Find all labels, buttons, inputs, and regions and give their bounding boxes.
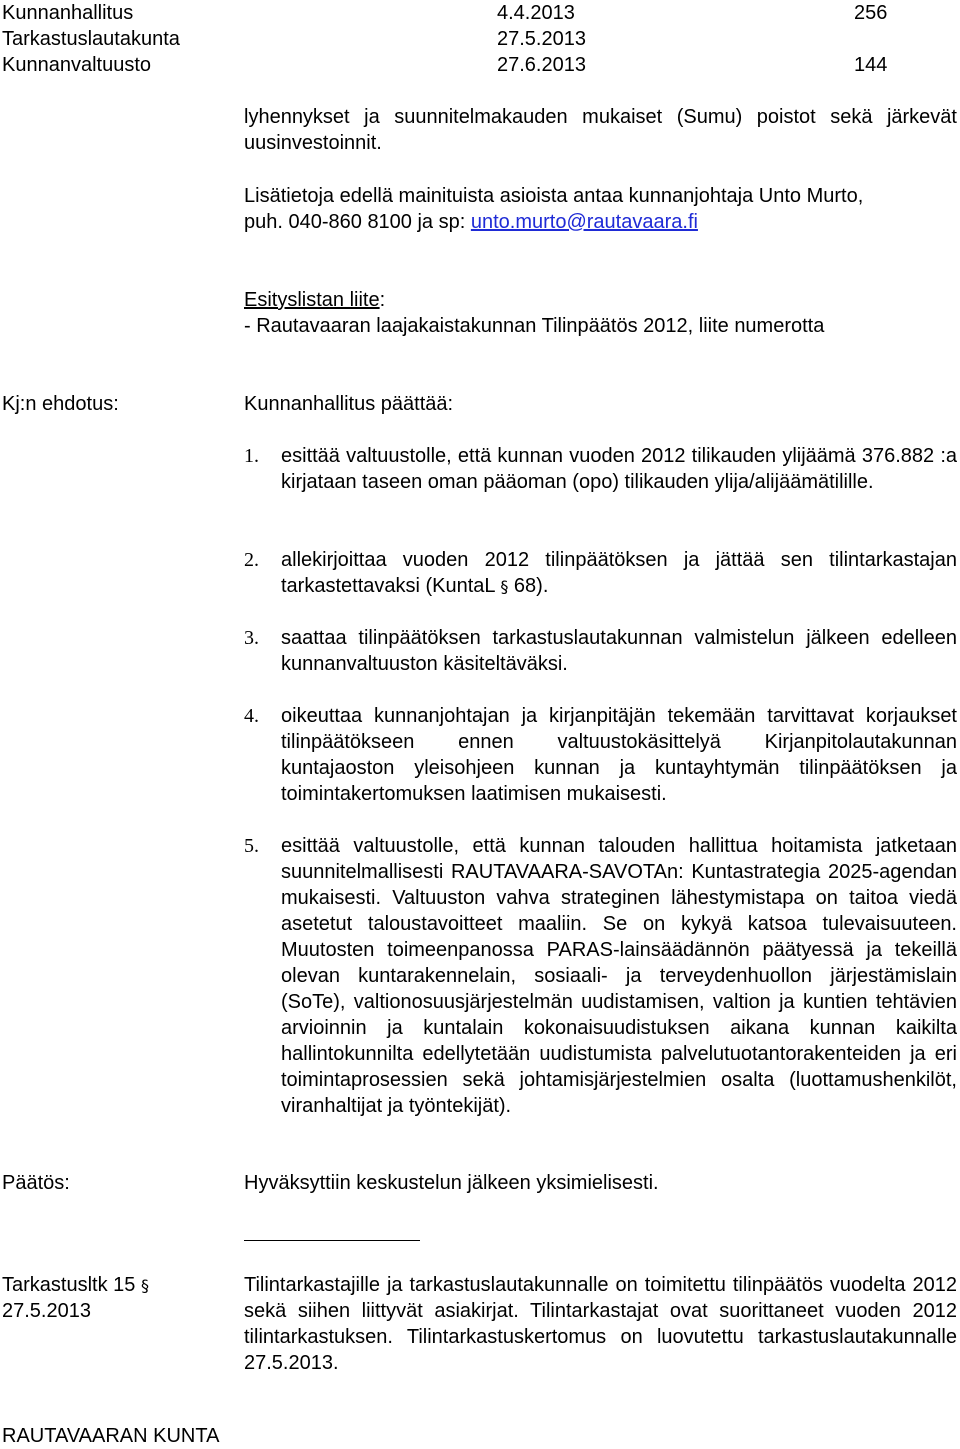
intro-paragraph: lyhennykset ja suunnitelmakauden mukaiset (Sumu) poistot sekä järkevät uusinvestoinnit. [244,106,957,154]
header-number-1: 256 [854,2,888,24]
item-text-2-part1: allekirjoittaa vuoden 2012 tilinpäätöksen ja jättää sen tilintarkastajan tarkastettavaksi (KuntaL [281,549,957,597]
header-date-3: 27.6.2013 [497,54,586,76]
decision-label: Päätös: [2,1172,70,1194]
header-body-1: Kunnanhallitus [2,2,134,24]
proposal-label: Kj:n ehdotus: [2,393,119,415]
info-line-1: Lisätietoja edellä mainituista asioista antaa kunnanjohtaja Unto Murto, [244,185,864,207]
item-number-4: 4. [244,705,259,727]
item-number-5: 5. [244,835,259,857]
audit-date: 27.5.2013 [2,1300,91,1322]
attachments-title [244,287,385,313]
item-text-5: esittää valtuustolle, että kunnan talouden hallittua hoitamista jatketaan suunnitelmallisesti RAUTAVAARA-SAVOTAn: Kuntastrategia 2025-agendan mukaisesti. Valtuuston vahva strateginen lähestymistapa on taitoa viedä asetetut taloustavoitteet maaliin. Se on kykyä katsoa tulevaisuuteen. Muutosten toimeenpanossa PARAS-lainsäädännön päätyessä ja tekeillä olevan kuntarakennelain, sosiaali- ja terveydenhuollon järjestämislain (SoTe), valtionosuusjärjestelmän uudistamisen, valtion ja kuntien tehtävien arvioinnin ja kuntalain kokonaisuudistuksen aikana kunnan kaikilta hallintokunnilta edellytetään uudistumista palvelutuotantorakenteiden ja eri toimintaprosessien sekä johtamisjärjestelmien osalta (luottamushenkilöt, viranhaltijat ja työntekijät). [281,835,957,1117]
attachment-item: - Rautavaaran laajakaistakunnan Tilinpäätös 2012, liite numerotta [244,315,825,337]
audit-label [2,1272,149,1299]
proposal-heading: Kunnanhallitus päättää: [244,393,454,415]
section-sign: § [500,577,509,596]
header-date-1: 4.4.2013 [497,2,575,24]
item-text-3: saattaa tilinpäätöksen tarkastuslautakunnan valmistelun jälkeen edelleen kunnanvaltuuston käsiteltäväksi. [281,627,957,675]
audit-section-sign: § [140,1276,149,1295]
item-text-2 [281,547,957,600]
item-number-3: 3. [244,627,259,649]
section-divider [244,1240,420,1241]
decision-text: Hyväksyttiin keskustelun jälkeen yksimielisesti. [244,1172,659,1194]
info-line-2 [244,209,698,235]
info-phone-text: puh. 040-860 8100 ja sp: [244,211,471,233]
attachments-title-text: Esityslistan liite [244,289,380,311]
audit-label-text: Tarkastusltk 15 [2,1274,141,1296]
item-text-4: oikeuttaa kunnanjohtajan ja kirjanpitäjän tekemään tarvittavat korjaukset tilinpäätökseen ennen valtuustokäsittelyä Kirjanpitolautakunnan kuntajaoston yleisohjeen kunnan ja kuntayhtymän tilinpäätöksen ja toimintakertomuksen laatimisen mukaisesti. [281,705,957,805]
footer-org: RAUTAVAARAN KUNTA [2,1425,220,1447]
header-date-2: 27.5.2013 [497,28,586,50]
item-text-1: esittää valtuustolle, että kunnan vuoden 2012 tilikauden ylijäämä 376.882 :a kirjataan taseen oman pääoman (opo) tilikauden ylija/alijäämätilille. [281,445,957,493]
email-link[interactable]: unto.murto@rautavaara.fi [470,211,698,233]
header-body-2: Tarkastuslautakunta [2,28,180,50]
item-number-2: 2. [244,549,259,571]
audit-text: Tilintarkastajille ja tarkastuslautakunnalle on toimitettu tilinpäätös vuodelta 2012 sekä siihen liittyvät asiakirjat. Tilintarkastajat ovat suorittaneet vuoden 2012 tilintarkastuksen. Tilintarkastuskertomus on luovutettu tarkastuslautakunnalle 27.5.2013. [244,1274,957,1374]
attachments-title-colon: : [379,289,386,311]
item-text-2-part2: 68). [508,575,549,597]
header-body-3: Kunnanvaltuusto [2,54,152,76]
header-number-3: 144 [854,54,888,76]
item-number-1: 1. [244,445,259,467]
